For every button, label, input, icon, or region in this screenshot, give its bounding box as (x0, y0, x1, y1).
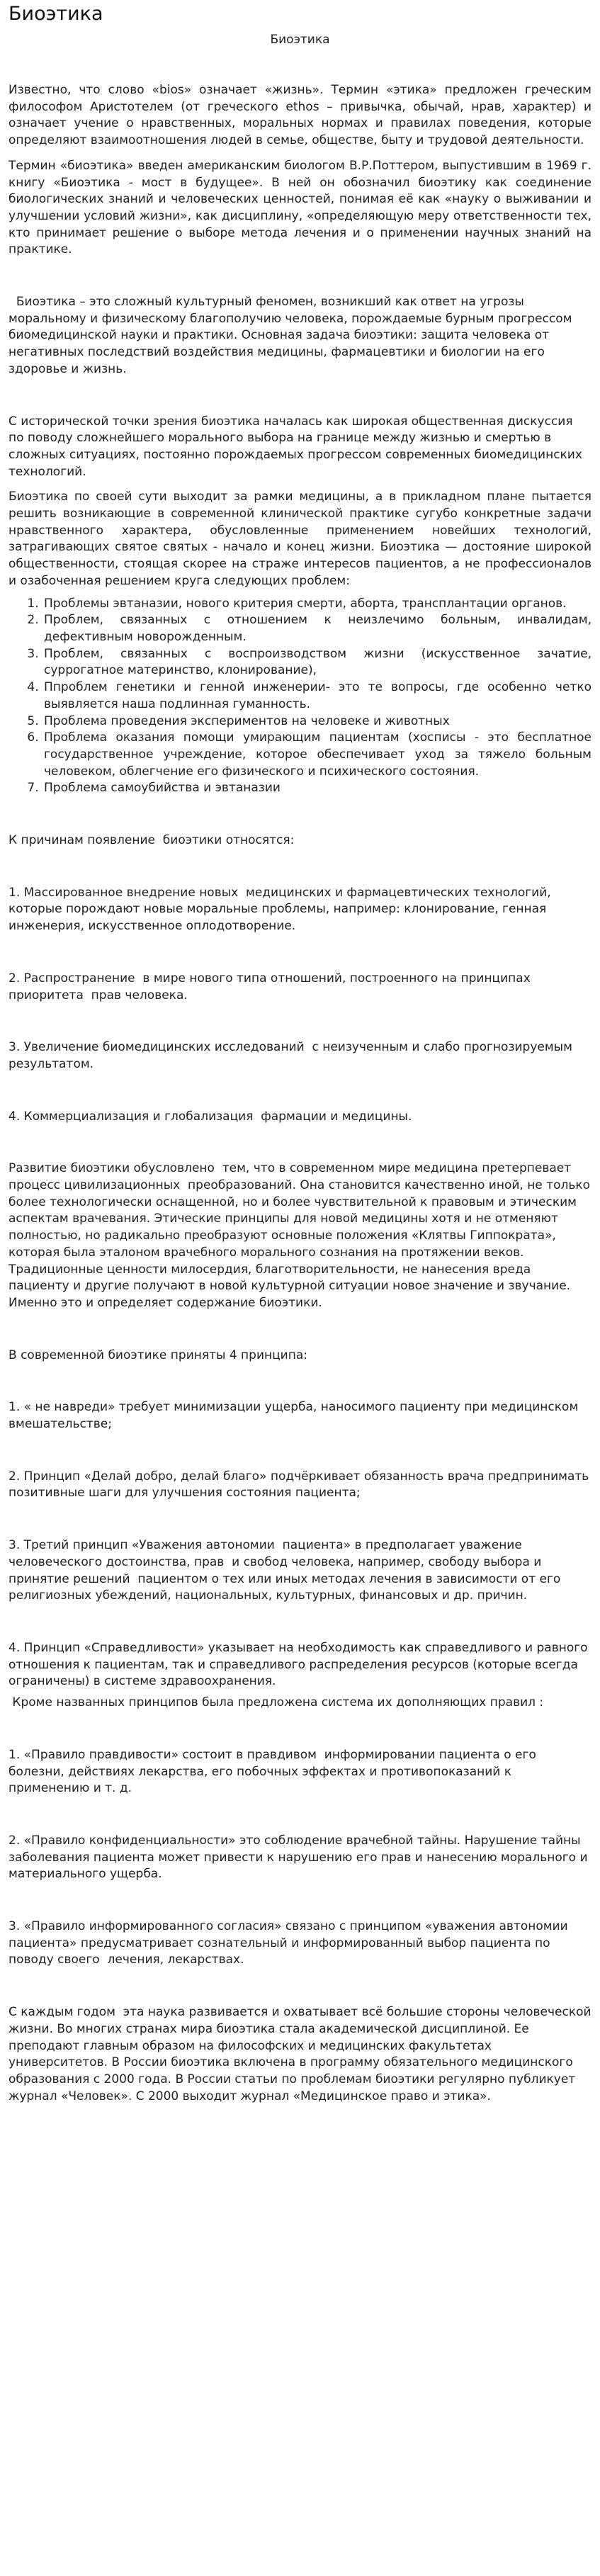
list-item: 4. Ппроблем генетики и генной инженерии- это те вопросы, где особенно четко выявляется наша подлинная гуманность. (43, 679, 591, 713)
rule-1: 1. «Правило правдивости» состоит в правдивом информировании пациента о его болезни, действиях лекарства, его побочных эффектах и противопоказаний к применению и т. д. (9, 1747, 540, 1796)
principle-3: 3. Третий принцип «Уважения автономии пациента» в предполагает уважение человеческого достоинства, прав и свобод человека, например, свободу выбора и принятие решений пациентом о тех или иных методах лечения в зависимости от его религиозных убеждений, национальных, культурных, финансовых и др. причин. (9, 1538, 565, 1603)
principle-2: 2. Принцип «Делай добро, делай благо» подчёркивает обязанность врача предпринимать позитивные шаги для улучшения состояния пациента; (9, 1469, 593, 1501)
spacer (9, 48, 591, 82)
list-item: 3. Проблем, связанных с воспроизводством жизни (искусственное зачатие, суррогатное материнство, клонирование), (43, 646, 591, 679)
page (0, 3, 600, 2105)
causes-intro: К причинам появление биоэтики относятся: (9, 833, 295, 848)
principle-1: 1. « не навреди» требует минимизации ущерба, наносимого пациенту при медицинском вмешательстве; (9, 1400, 582, 1432)
principles-intro: В современной биоэтике приняты 4 принципа: (9, 1348, 307, 1362)
list-item: 5. Проблема проведения экспериментов на человеке и животных (43, 713, 591, 730)
rules-intro: Кроме названных принципов была предложена система их дополняющих правил : (9, 1695, 544, 1710)
cause-4: 4. Коммерциализация и глобализация фармации и медицины. (9, 1109, 412, 1124)
history-paragraph: С исторической точки зрения биоэтика началась как широкая общественная дискуссия по поводу сложнейшего морального выбора на границе между жизнью и смертью в сложных ситуациях, постоянно порождаемых прогрессом современных биомедицинских технологий. (9, 414, 582, 479)
cause-3: 3. Увеличение биомедицинских исследований с неизученным и слабо прогнозируемым результатом. (9, 1040, 580, 1071)
site-title: Биоэтика (9, 3, 103, 25)
document-title: Биоэтика (270, 33, 330, 47)
intro-paragraph-2: Термин «биоэтика» введен американским биологом В.Р.Поттером, выпустившим в 1969 г. книгу «Биоэтика - мост в будущее». В ней он обозначил биоэтику как соединение биологических знаний и человеческих ценностей, понимая её как «науку о выживании и улучшении условий жизни», как дисциплину, «определяющую меру ответственности тех, кто принимает решение о выборе метода лечения и о применении научных знаний на практике. (9, 158, 591, 257)
list-item: 2. Проблем, связанных с отношением к неизлечимо больным, инвалидам, дефективным новорожденным. (43, 612, 591, 645)
list-item: 1. Проблемы эвтаназии, нового критерия смерти, аборта, трансплантации органов. (43, 596, 591, 613)
scope-paragraph: Биоэтика по своей сути выходит за рамки медицины, а в прикладном плане пытается решить возникающие в современной клинической практике сугубо конкретные задачи нравственного характера, обусловленные применением новейших технологий, затрагивающих святое святых - начало и конец жизни. Биоэтика — достояние широкой общественности, стоящая скорее на страже интересов пациентов, а не профессионалов и озабоченная решением круга следующих проблем: (9, 490, 591, 588)
intro-paragraph-1: Известно, что слово «bios» означает «жизнь». Термин «этика» предложен греческим философом Аристотелем (от греческого ethos – привычка, обычай, нрав, характер) и означает учение о нравственных, моральных нормах и правилах поведения, которые определяют взаимоотношения людей в семье, обществе, быту и трудовой деятельности. (9, 83, 591, 148)
list-item: 7. Проблема самоубийства и эвтаназии (43, 780, 591, 797)
list-item: 6. Проблема оказания помощи умирающим пациентам (хосписы - это бесплатное государственное учреждение, которое обеспечивает уход за тяжело больным человеком, облегчение его физического и психического состояния. (43, 730, 591, 780)
development-paragraph: Развитие биоэтики обусловлено тем, что в современном мире медицина претерпевает процесс цивилизационных преобразований. Она становится качественно иной, не только более технологически оснащенной, но и более чувствительной к правовым и этическим аспектам врачевания. Этические принципы для новой медицины хотя и не отменяют полностью, но радикально преобразуют основные положения «Клятвы Гиппократа», которая была эталоном врачебного морального сознания на протяжении веков. Традиционные ценности милосердия, благотворительности, не нанесения вреда пациенту и другие получают в новой культурной ситуации новое значение и звучание. Именно это и определяет содержание биоэтики. (9, 1161, 594, 1310)
cause-2: 2. Распространение в мире нового типа отношений, построенного на принципах приоритета прав человека. (9, 971, 535, 1002)
problems-list (9, 596, 591, 797)
principle-4: 4. Принцип «Справедливости» указывает на необходимость как справедливого и равного отношения к пациентам, так и справедливого распределения ресурсов (которые всегда ограничены) в системе здравоохранения. (9, 1641, 591, 1689)
rule-3: 3. «Правило информированного согласия» связано с принципом «уважения автономии пациента» предусматривает сознательный и информированный выбор пациента по поводу своего лечения, лекарствах. (9, 1919, 572, 1967)
rule-2: 2. «Правило конфиденциальности» это соблюдение врачебной тайны. Нарушение тайны заболевания пациента может привести к нарушению его прав и нанесению морального и материального ущерба. (9, 1833, 591, 1882)
final-paragraph: С каждым годом эта наука развивается и охватывает всё большие стороны человеческой жизни. Во многих странах мира биоэтика стала академической дисциплиной. Ее преподают главным образом на философских и медицинских факультетах университетов. В России биоэтика включена в программу обязательного медицинского образования с 2000 года. В России статьи по проблемам биоэтики регулярно публикует журнал «Человек». С 2000 выходит журнал «Медицинское право и этика». (9, 2005, 595, 2103)
phenomenon-paragraph: Биоэтика – это сложный культурный феномен, возникший как ответ на угрозы моральному и физическому благополучию человека, порождаемые бурным прогрессом биомедицинской науки и практики. Основная задача биоэтики: защита человека от негативных последствий воздействия медицины, фармацевтики и биологии на его здоровье и жизнь. (9, 295, 576, 376)
cause-1: 1. Массированное внедрение новых медицинских и фармацевтических технологий, которые порождают новые моральные проблемы, например: клонирование, генная инженерия, искусственное оплодотворение. (9, 885, 555, 934)
